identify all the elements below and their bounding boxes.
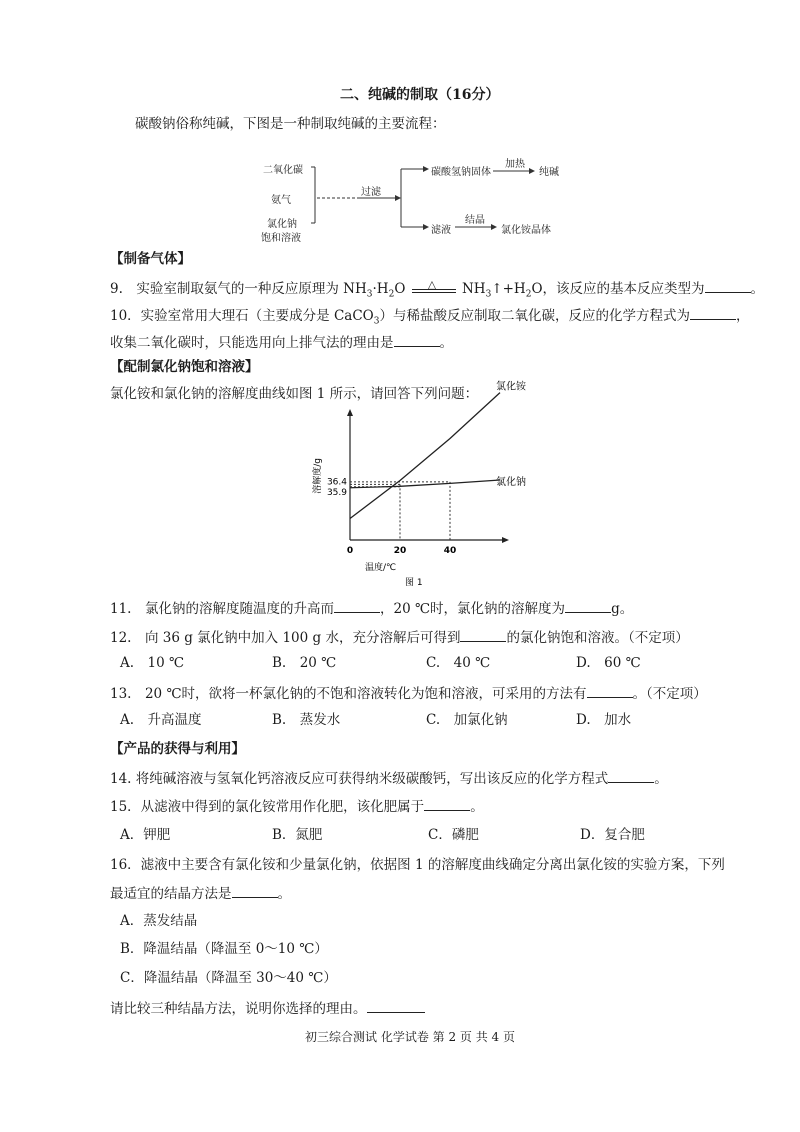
q9-after: NH	[461, 281, 486, 297]
flow-input-nacl: 氯化钠	[267, 219, 297, 230]
q16-line2-text: 最适宜的结晶方法是	[110, 886, 232, 902]
flow-upper-final: 纯碱	[539, 167, 559, 178]
q15-text-b: 。	[470, 799, 484, 815]
x-tick-label: 0	[346, 546, 354, 556]
q9-sub-4: 2	[525, 289, 532, 300]
q16-reason	[110, 998, 425, 1018]
series-line-0	[350, 393, 500, 519]
q9	[110, 278, 764, 304]
q9-mid2: O	[394, 281, 406, 297]
section-product: 【产品的获得与利用】	[110, 741, 245, 757]
q13-text-a: 13. 20 ℃时，欲将一杯氯化钠的不饱和溶液转化为饱和溶液，可采用的方法有	[110, 686, 587, 702]
chart-title: 图 1	[405, 578, 423, 588]
q13-option-c[interactable]: C. 加氯化钠	[426, 712, 508, 728]
flow-lower-product: 滤液	[431, 225, 451, 236]
q16-line1: 16．滤液中主要含有氯化铵和少量氯化钠，依据图 1 的溶解度曲线确定分离出氯化铵的实验方案，下列	[110, 857, 725, 873]
q10-text-a: 10．实验室常用大理石（主要成分是 CaCO	[110, 308, 374, 324]
solubility-chart	[295, 381, 526, 588]
x-tick-label: 20	[393, 546, 407, 556]
flow-lower-step: 结晶	[465, 215, 485, 226]
q9-mid1: ·H	[372, 281, 389, 297]
y-axis-arrow	[347, 409, 353, 416]
q11-text-c: g。	[611, 601, 634, 617]
flow-upper-product: 碳酸氢钠固体	[431, 167, 491, 178]
flow-filter-label: 过滤	[361, 187, 381, 198]
q9-sub-2: 2	[388, 289, 395, 300]
q9-after2: ↑+H	[491, 281, 526, 297]
solubility-chart-svg	[295, 381, 526, 588]
q12-option-a[interactable]: A. 10 ℃	[120, 655, 185, 671]
q11-text-a: 11. 氯化钠的溶解度随温度的升高而	[110, 601, 334, 617]
q15-option-b[interactable]: B．氮肥	[272, 827, 323, 843]
q13	[110, 683, 707, 703]
q9-after3: O，该反应的基本反应类型为	[531, 281, 705, 297]
q10-text-b: ）与稀盐酸反应制取二氧化碳，反应的化学方程式为	[379, 308, 690, 324]
q13-text-b: 。（不定项）	[632, 686, 707, 702]
q12-text-a: 12. 向 36 g 氯化钠中加入 100 g 水，充分溶解后可得到	[110, 630, 461, 646]
q10-reason-blank[interactable]	[394, 332, 440, 347]
q9-end: 。	[750, 281, 765, 297]
solution-intro: 氯化铵和氯化钠的溶解度曲线如图 1 所示，请回答下列问题：	[110, 386, 479, 402]
flow-input-nh3: 氨气	[271, 195, 291, 206]
q15-text-a: 15．从滤液中得到的氯化铵常用作化肥，该化肥属于	[110, 799, 425, 815]
q15-option-d[interactable]: D．复合肥	[580, 827, 645, 843]
q12-option-d[interactable]: D. 60 ℃	[576, 655, 641, 671]
q15-option-c[interactable]: C．磷肥	[428, 827, 479, 843]
q10-line2	[110, 332, 453, 352]
flow-input-saturated: 饱和溶液	[261, 233, 301, 244]
q15	[110, 796, 484, 816]
q11-text-b: ，20 ℃时，氯化钠的溶解度为	[379, 601, 566, 617]
q12-option-c[interactable]: C. 40 ℃	[426, 655, 491, 671]
q16-line2	[110, 883, 291, 903]
q10-equation-blank[interactable]	[690, 305, 736, 320]
intro-text: 碳酸钠俗称纯碱，下图是一种制取纯碱的主要流程：	[135, 116, 446, 132]
q9-answer-blank[interactable]	[705, 278, 751, 293]
q13-blank[interactable]	[587, 683, 633, 698]
q13-option-d[interactable]: D. 加水	[576, 712, 632, 728]
y-tick-label: 35.9	[326, 487, 347, 498]
q15-option-a[interactable]: A．钾肥	[120, 827, 171, 843]
q10-line2-text: 收集二氧化碳时，只能选用向上排气法的理由是	[110, 335, 394, 351]
y-tick-label: 36.4	[326, 477, 347, 488]
q16-blank[interactable]	[232, 883, 278, 898]
flow-upper-step: 加热	[505, 159, 525, 170]
q9-sub-3: 3	[485, 289, 492, 300]
q11-blank-1[interactable]	[334, 598, 380, 613]
q14-text-a: 14. 将纯碱溶液与氢氧化钙溶液反应可获得纳米级碳酸钙，写出该反应的化学方程式	[110, 771, 609, 787]
q9-sub: 3	[366, 289, 373, 300]
heat-symbol: △	[427, 277, 437, 291]
y-axis-label: 溶解度/g	[313, 458, 323, 494]
q14	[110, 768, 668, 788]
q10-sub: 3	[373, 316, 380, 327]
x-tick-label: 40	[443, 546, 457, 556]
q16-line2-end: 。	[277, 886, 291, 902]
x-axis-arrow	[502, 537, 509, 543]
series-line-1	[350, 480, 500, 488]
flow-diagram	[255, 155, 575, 245]
q16-reason-text: 请比较三种结晶方法，说明你选择的理由。	[110, 1001, 367, 1017]
q12	[110, 627, 689, 647]
flow-lower-final: 氯化铵晶体	[501, 225, 551, 236]
q16-option-b[interactable]: B．降温结晶（降温至 0～10 ℃）	[120, 941, 328, 957]
q11	[110, 598, 633, 618]
series-label-1: 氯化钠	[496, 476, 526, 488]
reaction-condition-arrow	[410, 277, 458, 297]
q13-option-b[interactable]: B. 蒸发水	[272, 712, 341, 728]
series-label-0: 氯化铵	[496, 381, 526, 393]
q12-option-b[interactable]: B. 20 ℃	[272, 655, 337, 671]
q16-option-c[interactable]: C．降温结晶（降温至 30～40 ℃）	[120, 970, 337, 986]
q16-option-a[interactable]: A．蒸发结晶	[120, 913, 198, 929]
q12-text-b: 的氯化钠饱和溶液。（不定项）	[506, 630, 689, 646]
section-prepare-gas: 【制备气体】	[110, 251, 191, 267]
q10-line2-end: 。	[439, 335, 453, 351]
q9-prefix: 9. 实验室制取氨气的一种反应原理为 NH	[110, 281, 367, 297]
x-axis-label: 温度/℃	[365, 563, 397, 573]
q10-line1	[110, 305, 749, 331]
q10-text-c: ，	[735, 308, 750, 324]
page-footer: 初三综合测试 化学试卷 第 2 页 共 4 页	[305, 1030, 515, 1044]
q13-option-a[interactable]: A. 升高温度	[120, 712, 202, 728]
q16-reason-blank[interactable]	[367, 998, 425, 1013]
q15-blank[interactable]	[424, 796, 470, 811]
q11-blank-2[interactable]	[565, 598, 611, 613]
section-solution: 【配制氯化钠饱和溶液】	[110, 359, 259, 375]
q14-text-b: 。	[654, 771, 668, 787]
section-title: 二、纯碱的制取（16分）	[340, 87, 500, 103]
flow-input-co2: 二氧化碳	[263, 165, 303, 176]
q12-blank[interactable]	[460, 627, 506, 642]
q14-blank[interactable]	[608, 768, 654, 783]
